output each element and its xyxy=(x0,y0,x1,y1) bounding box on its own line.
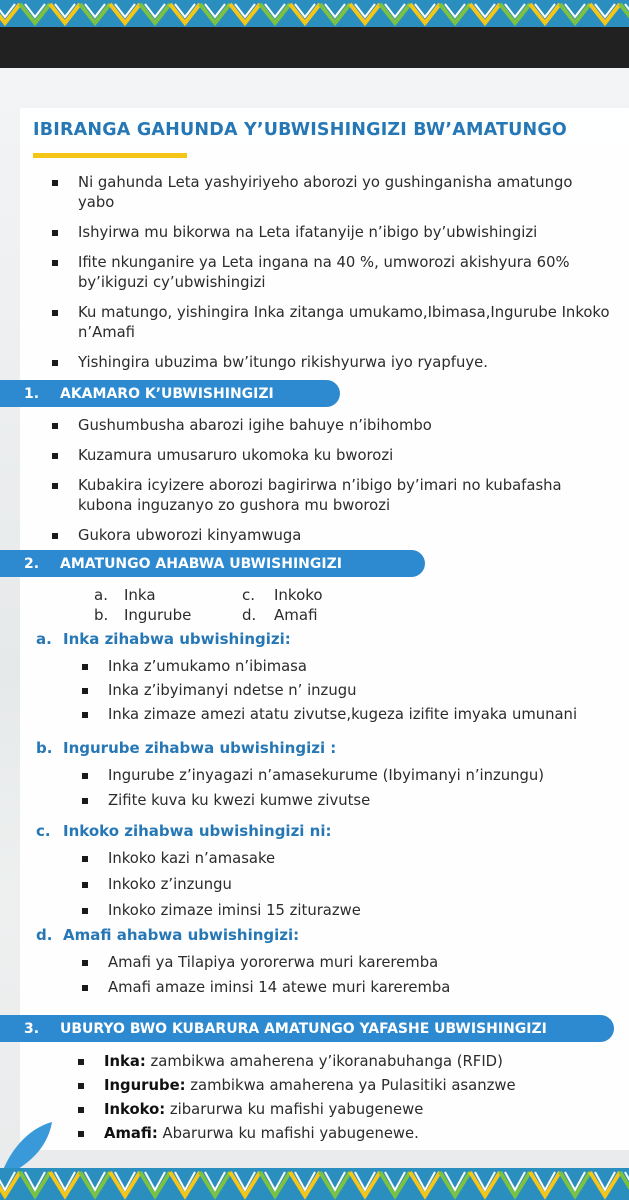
list-item: Kubakira icyizere aborozi bagirirwa n’ibigo by’imari no kubafasha kubona inguzanyo zo gushora mu bworozi xyxy=(52,476,617,516)
term: Inkoko: xyxy=(104,1101,166,1118)
page-title: IBIRANGA GAHUNDA Y’UBWISHINGIZI BW’AMATUNGO xyxy=(33,120,568,140)
list-item: Inkoko zimaze iminsi 15 ziturazwe xyxy=(82,901,622,921)
section-3-header xyxy=(0,1015,614,1042)
subsection-d-title: d. Amafi ahabwa ubwishingizi: xyxy=(36,926,300,944)
term: Ingurube: xyxy=(104,1077,186,1094)
list-item: Inkoko z’inzungu xyxy=(82,875,622,895)
section-1-list xyxy=(52,416,617,546)
description: zibarurwa ku mafishi yabugenewe xyxy=(165,1101,424,1118)
section-3-list xyxy=(78,1052,618,1144)
term: Amafi: xyxy=(104,1125,158,1142)
section-1-header xyxy=(0,380,340,407)
description: Abarurwa ku mafishi yabugenewe. xyxy=(157,1125,419,1142)
section-number: 1. xyxy=(24,385,40,402)
list-item: Ishyirwa mu bikorwa na Leta ifatanyije n’ibigo by’ubwishingizi xyxy=(52,223,612,243)
list-item xyxy=(78,1124,618,1144)
decorative-bottom-band xyxy=(0,1168,629,1200)
subsection-a-list xyxy=(82,657,622,725)
section-number: 2. xyxy=(24,555,40,572)
list-item xyxy=(78,1100,618,1120)
list-item: Inka z’umukamo n’ibimasa xyxy=(82,657,622,677)
list-item: Inka z’ibyimanyi ndetse n’ inzugu xyxy=(82,681,622,701)
section-title: AMATUNGO AHABWA UBWISHINGIZI xyxy=(60,555,342,572)
subsection-c-title: c. Inkoko zihabwa ubwishingizi ni: xyxy=(36,822,332,840)
decorative-top-band xyxy=(0,0,629,27)
subsection-b-list xyxy=(82,766,622,811)
section-2-header xyxy=(0,550,425,577)
list-item: Ifite nkunganire ya Leta ingana na 40 %, umworozi akishyura 60% by’ikiguzi cy’ubwishingizi xyxy=(52,253,612,293)
list-item: Yishingira ubuzima bw’itungo rikishyurwa iyo ryapfuye. xyxy=(52,353,612,373)
subsection-b-title: b. Ingurube zihabwa ubwishingizi : xyxy=(36,739,337,757)
term: Inka: xyxy=(104,1053,146,1070)
subsection-c-list xyxy=(82,849,622,921)
section-title: AKAMARO K’UBWISHINGIZI xyxy=(60,385,274,402)
list-item: Inkoko kazi n’amasake xyxy=(82,849,622,869)
option-b: b. Ingurube xyxy=(94,606,192,624)
option-d: d. Amafi xyxy=(242,606,318,624)
list-item xyxy=(78,1052,618,1072)
list-item: Amafi ya Tilapiya yororerwa muri kareremba xyxy=(82,953,622,973)
subsection-d-list xyxy=(82,953,622,998)
title-underline xyxy=(33,153,187,158)
option-a: a. Inka xyxy=(94,586,156,604)
list-item: Kuzamura umusaruro ukomoka ku bworozi xyxy=(52,446,617,466)
description: zambikwa amaherena ya Pulasitiki asanzwe xyxy=(185,1077,516,1094)
section-number: 3. xyxy=(24,1020,40,1037)
list-item xyxy=(78,1076,618,1096)
list-item: Inka zimaze amezi atatu zivutse,kugeza izifite imyaka umunani xyxy=(82,705,622,725)
list-item: Gushumbusha abarozi igihe bahuye n’ibihombo xyxy=(52,416,617,436)
intro-list xyxy=(52,173,612,373)
list-item: Zifite kuva ku kwezi kumwe zivutse xyxy=(82,791,622,811)
option-c: c. Inkoko xyxy=(242,586,323,604)
description: zambikwa amaherena y’ikoranabuhanga (RFID) xyxy=(145,1053,503,1070)
list-item: Amafi amaze iminsi 14 atewe muri kareremba xyxy=(82,978,622,998)
list-item: Ni gahunda Leta yashyiriyeho aborozi yo gushinganisha amatungo yabo xyxy=(52,173,612,213)
list-item: Gukora ubworozi kinyamwuga xyxy=(52,526,617,546)
header-black-bar xyxy=(0,27,629,68)
subsection-a-title: a. Inka zihabwa ubwishingizi: xyxy=(36,630,291,648)
list-item: Ku matungo, yishingira Inka zitanga umukamo,Ibimasa,Ingurube Inkoko n’Amafi xyxy=(52,303,612,343)
section-title: UBURYO BWO KUBARURA AMATUNGO YAFASHE UBWISHINGIZI xyxy=(60,1020,547,1037)
list-item: Ingurube z’inyagazi n’amasekurume (Ibyimanyi n’inzungu) xyxy=(82,766,622,786)
